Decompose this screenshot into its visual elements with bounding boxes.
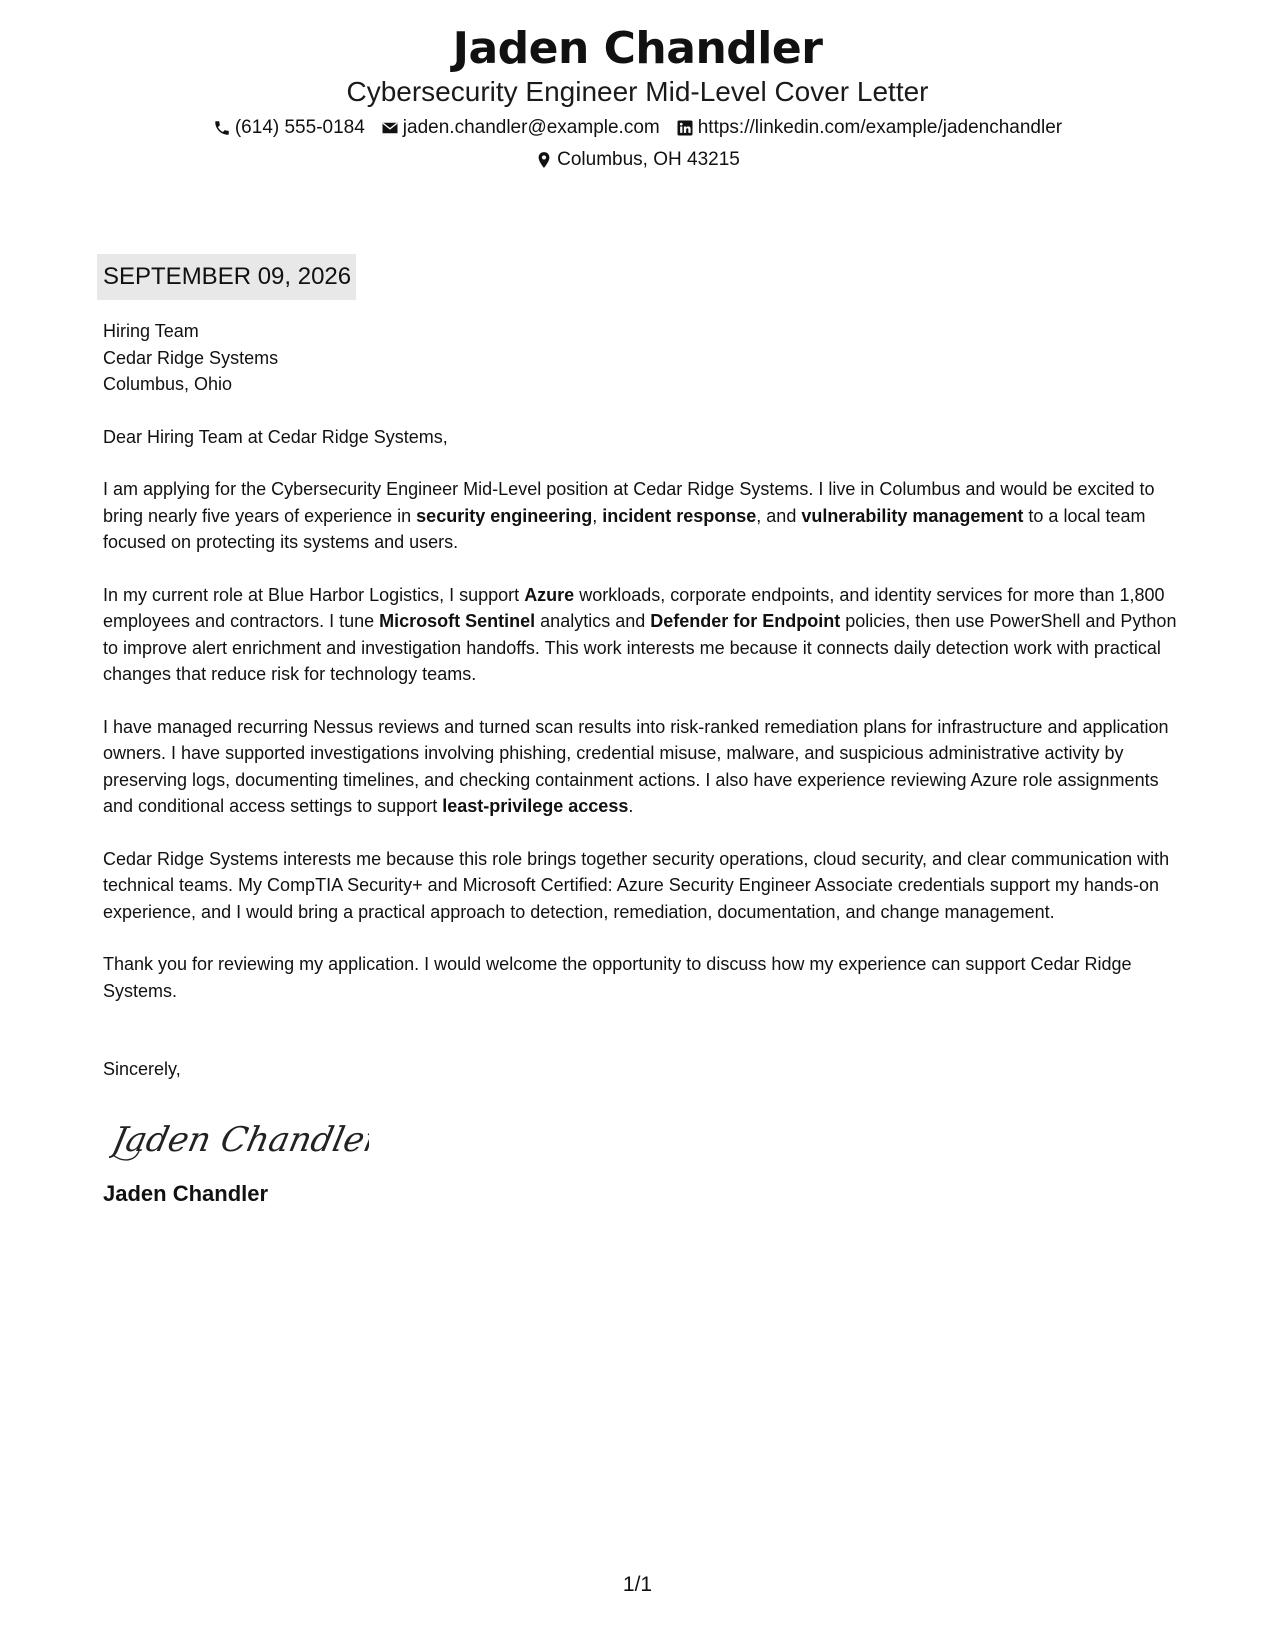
recipient-line: Columbus, Ohio [103,374,233,394]
paragraph-experience [103,714,1178,820]
signature-glyphs: Jaden Chandler [109,1119,369,1160]
recipient-line: Hiring Team [103,321,199,341]
contact-row [0,114,1275,142]
paragraph-intro [103,476,1178,556]
bold-run: vulnerability management [801,505,1024,526]
page-number: 1/1 [622,1573,653,1596]
text-run: workloads, corporate endpoints, and identity services for more than 1,800 employees and contractors. I tune [103,584,1165,631]
applicant-name: Jaden Chandler [452,23,823,74]
text-run: to a local team focused on protecting its systems and users. [103,505,1146,552]
text-run: In my current role at Blue Harbor Logistics, I support [103,584,525,605]
handwritten-signature [109,1111,369,1167]
text-run: policies, then use PowerShell and Python to improve alert enrichment and investigation handoffs. This work interests me because it connects daily detection work with practical changes that reduce risk for technology teams. [103,611,1177,684]
paragraph-thanks: Thank you for reviewing my application. I would welcome the opportunity to discuss how my experience can support Cedar Ridge Systems. [103,954,1132,1001]
contact-location [535,146,740,174]
text-run: I am applying for the Cybersecurity Engineer Mid-Level position at Cedar Ridge Systems. I live in Columbus and would be excited to bring nearly five years of experience in [103,479,1155,526]
location-row [0,146,1275,174]
text-run: analytics and [535,611,651,631]
salutation: Dear Hiring Team at Cedar Ridge Systems, [103,426,448,447]
text-run: , and [756,505,802,526]
letter-subtitle: Cybersecurity Engineer Mid-Level Cover Letter [346,76,929,107]
envelope-icon [381,119,399,137]
linkedin-icon [676,119,694,137]
bold-run: Microsoft Sentinel [379,611,536,631]
letter-date: SEPTEMBER 09, 2026 [97,254,356,300]
bold-run: incident response [602,505,757,526]
recipient-block [103,318,1178,398]
contact-phone [213,114,365,142]
map-pin-icon [535,151,553,169]
location-text: Columbus, OH 43215 [557,149,740,170]
bold-run: least-privilege access [442,796,629,816]
bold-run: Azure [524,584,575,605]
recipient-line: Cedar Ridge Systems [103,347,279,368]
phone-icon [213,119,231,137]
paragraph-current-role [103,582,1178,688]
text-run: , [592,505,603,526]
contact-email[interactable] [381,114,660,142]
linkedin-text[interactable]: https://linkedin.com/example/jadenchandler [697,117,1063,138]
contact-linkedin[interactable] [676,114,1062,142]
paragraph-motivation: Cedar Ridge Systems interests me because this role brings together security operations, cloud security, and clear communication with technical teams. My CompTIA Security+ and Microsoft Certified: Azure Security Engineer Associate credentials support my hands-on experience, and I would bring a practical approach to detection, remediation, documentation, and change management. [103,848,1170,922]
bold-run: security engineering [416,505,593,526]
letter-header [0,22,1275,174]
email-text[interactable]: jaden.chandler@example.com [402,117,660,138]
text-run: I have managed recurring Nessus reviews and turned scan results into risk-ranked remediation plans for infrastructure and application owners. I have supported investigations involving phishing, credential misuse, malware, and suspicious administrative activity by preserving logs, documenting timelines, and checking containment actions. I also have experience reviewing Azure role assignments and conditional access settings to support [103,716,1169,816]
letter-body [103,254,1178,1209]
bold-run: Defender for Endpoint [650,611,841,631]
signer-name: Jaden Chandler [103,1180,269,1206]
text-run: . [628,796,634,816]
phone-text: (614) 555-0184 [234,117,365,138]
closing: Sincerely, [103,1059,181,1079]
